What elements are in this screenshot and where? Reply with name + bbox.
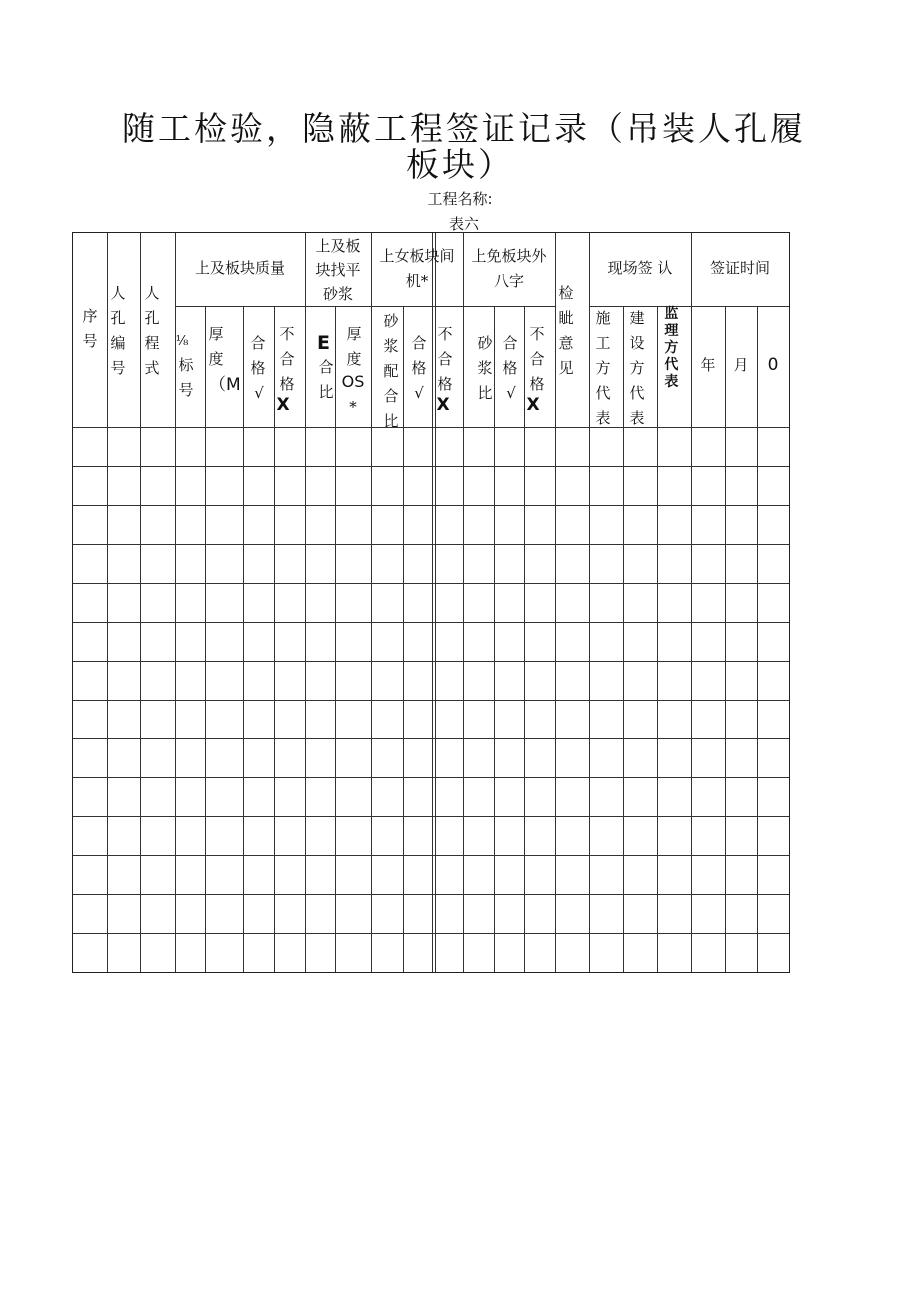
project-name-label: 工程名称: <box>427 190 493 208</box>
g3-fail-mark: X <box>436 395 450 415</box>
g3-pass-label: 合格 <box>411 334 427 377</box>
g1-grade-frac: ⅛ <box>175 334 189 349</box>
table-row-divider <box>73 505 789 506</box>
g1-thickness-unit: （M <box>209 375 241 395</box>
table-row-divider <box>73 622 789 623</box>
g4-fail-mark: X <box>526 395 540 415</box>
table-row-divider <box>73 544 789 545</box>
g1-pass-mark: √ <box>254 384 264 402</box>
header-slab-gap <box>371 244 463 294</box>
header-slab-leveling <box>305 234 371 307</box>
g3-mix-ratio-text: 砂浆配合比 <box>383 312 399 430</box>
table-row-divider <box>73 777 789 778</box>
header-slab-outer-text: 上免板块外八字 <box>471 247 547 290</box>
header-onsite-sign: 现场签 认 <box>607 259 673 277</box>
g2-thickness-label: 厚度 <box>346 325 362 368</box>
table-row-divider <box>73 700 789 701</box>
table-row-divider <box>73 894 789 895</box>
date-year: 年 <box>700 356 716 374</box>
g2-mix-label: 合比 <box>318 358 334 401</box>
header-slab-gap-text: 上女板块间机* <box>379 247 455 290</box>
g1-grade-label: 标号 <box>178 356 194 399</box>
header-hole-no: 人孔编号 <box>110 284 126 377</box>
g4-mortar-ratio-label: 砂浆比 <box>477 334 493 402</box>
table-row-divider <box>73 855 789 856</box>
header-sign-time: 签证时间 <box>709 259 770 277</box>
g4-pass-mark: √ <box>506 384 516 402</box>
g4-pass-label: 合格 <box>502 334 518 377</box>
date-day: 0 <box>767 355 779 375</box>
table-row-divider <box>73 933 789 934</box>
g2-thickness-unit: OS <box>341 372 365 391</box>
table-row-divider <box>73 583 789 584</box>
table-row-divider <box>73 466 789 467</box>
table-row-divider <box>73 738 789 739</box>
g3-mix-ratio-label <box>381 309 401 434</box>
record-table <box>72 232 790 973</box>
header-slab-outer <box>463 244 555 294</box>
g3-pass-mark: √ <box>414 384 424 402</box>
g1-thickness-label: 厚度 <box>208 325 224 368</box>
header-slab-leveling-text: 上及板块找平砂浆 <box>315 237 361 303</box>
g2-thickness-star: * <box>349 398 357 416</box>
g1-fail-label: 不合格 <box>279 325 295 393</box>
header-inspection-opinion: 检眦意见 <box>558 284 574 377</box>
g4-fail-label: 不合格 <box>529 325 545 393</box>
sign-construction-rep: 施工方代表 <box>595 309 611 427</box>
header-slab-quality: 上及板块质量 <box>194 259 285 277</box>
document-title-line2: 板块） <box>406 145 514 184</box>
document-title-line1: 随工检验，隐蔽工程签证记录（吊装人孔履 <box>122 109 806 148</box>
table-number: 表六 <box>448 215 479 233</box>
table-row-divider <box>73 816 789 817</box>
header-seq: 序号 <box>82 307 98 350</box>
sign-supervisor-rep: 监理方代表 <box>664 306 679 390</box>
header-hole-type: 人孔程式 <box>144 284 160 377</box>
g2-mix-mark: E <box>317 332 330 354</box>
date-month: 月 <box>733 356 749 374</box>
sign-client-rep: 建设方代表 <box>629 309 645 427</box>
g1-fail-mark: X <box>276 395 290 415</box>
table-row-divider <box>73 661 789 662</box>
g3-fail-label: 不合格 <box>437 325 453 393</box>
g1-pass-label: 合格 <box>250 334 266 377</box>
